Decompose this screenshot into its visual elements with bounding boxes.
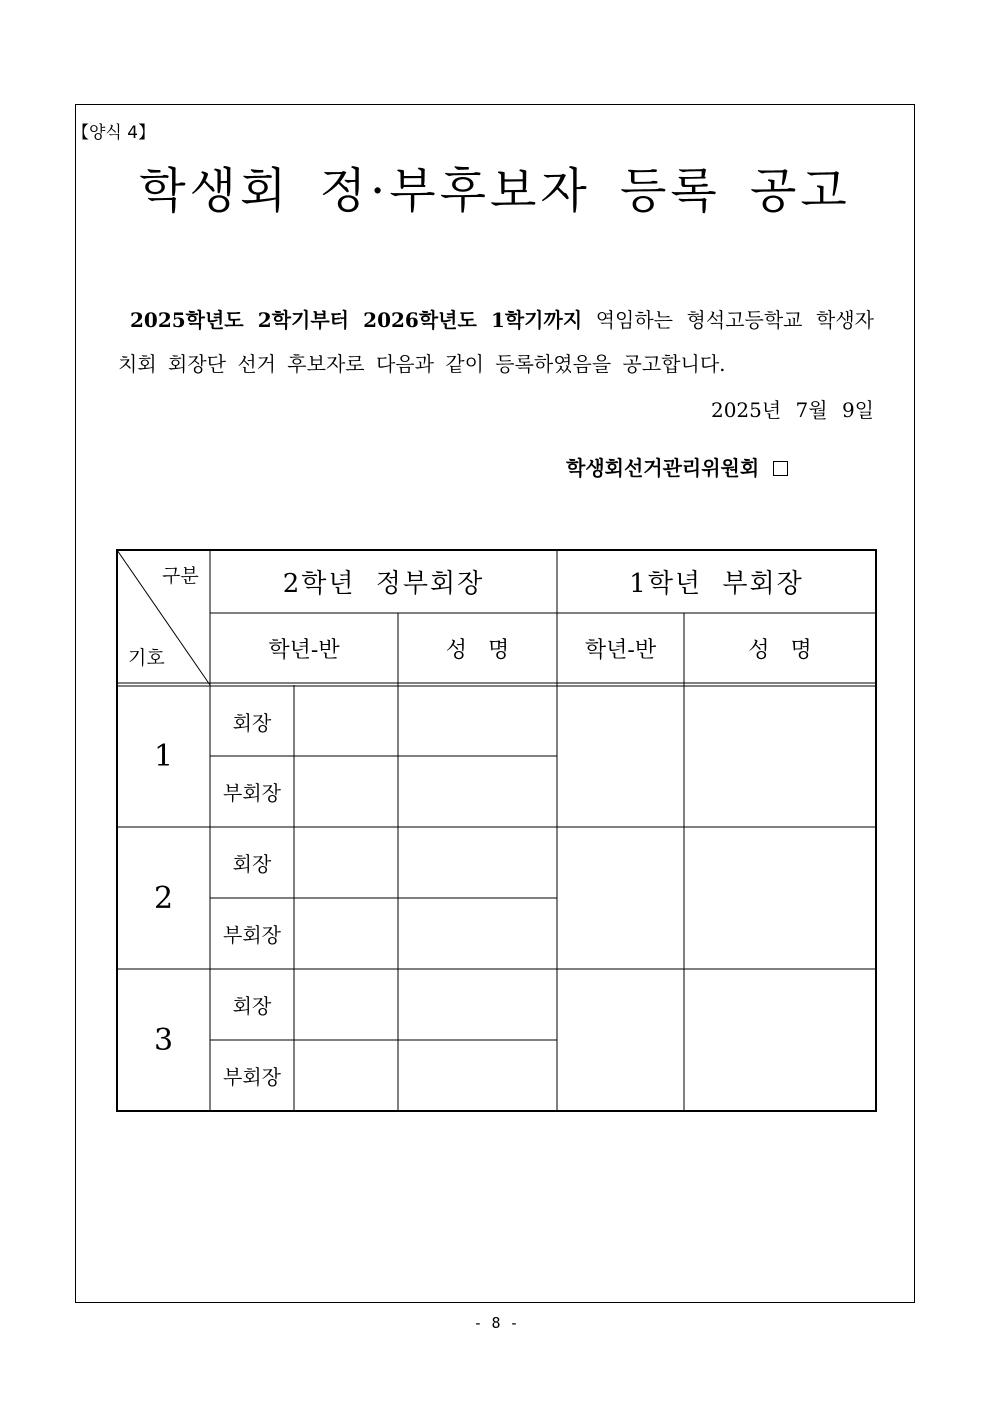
announcement-date: 2025년 7월 9일 — [710, 398, 874, 422]
term-period: 2025학년도 2학기부터 2026학년도 1학기까지 — [130, 308, 583, 332]
candidate-table — [116, 549, 877, 1112]
header-class-2nd: 학년-반 — [268, 637, 340, 663]
announcement-text — [118, 298, 874, 386]
role-president: 회장 — [232, 710, 272, 735]
role-president: 회장 — [232, 852, 272, 876]
candidate-number: 3 — [153, 1022, 174, 1058]
form-label: 【양식 4】 — [72, 123, 156, 143]
role-vice-president: 부회장 — [223, 1065, 281, 1089]
role-vice-president: 부회장 — [223, 923, 281, 947]
seal-box — [773, 461, 788, 476]
announcement-rest: 역임하는 형석고등학교 학생자치회 회장단 선거 후보자로 다음과 같이 등록하였음을 공고합니다. — [118, 308, 875, 376]
corner-label-number: 기호 — [128, 647, 165, 669]
header-1st-grade-vice: 1학년 부회장 — [629, 569, 804, 599]
page-number: - 8 - — [473, 1314, 519, 1332]
candidate-number: 2 — [153, 880, 174, 916]
role-president: 회장 — [232, 994, 272, 1018]
candidate-number: 1 — [153, 739, 174, 774]
page-title: 학생회 정·부후보자 등록 공고 — [139, 163, 851, 219]
committee-name: 학생회선거관리위원회 — [566, 456, 760, 480]
role-vice-president: 부회장 — [223, 781, 281, 805]
header-class-1st: 학년-반 — [584, 637, 657, 663]
corner-label-category: 구분 — [162, 565, 199, 587]
header-2nd-grade-president: 2학년 정부회장 — [282, 569, 485, 599]
header-name-1st: 성 명 — [748, 637, 812, 663]
header-name-2nd: 성 명 — [445, 637, 510, 663]
committee-signature — [566, 452, 788, 481]
